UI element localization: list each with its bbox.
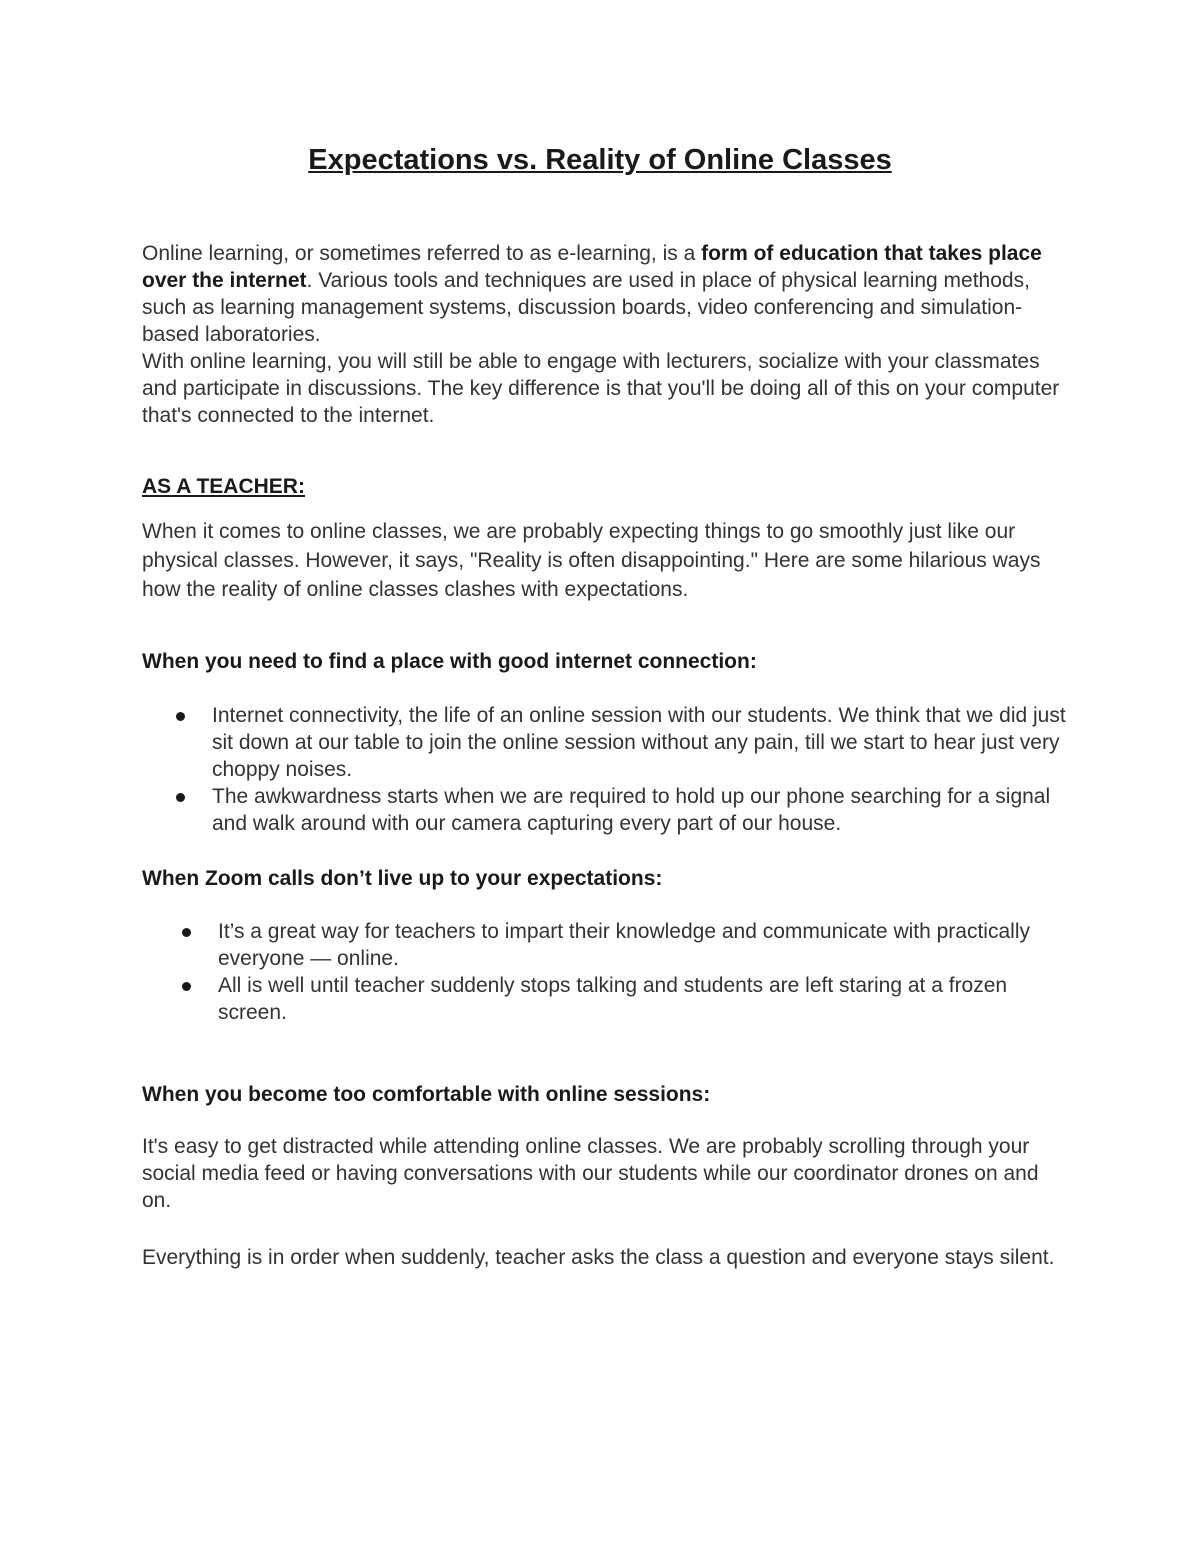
list-item [212,702,1072,783]
section1-heading: When you need to find a place with good internet connection: [142,650,757,673]
intro-bold-text: form of education that takes place over the internet [142,242,1042,292]
section3-paragraph-1: It's easy to get distracted while attending online classes. We are probably scrolling through your social media feed or having conversations with our students while our coordinator drones on and on. [142,1135,1039,1212]
section2-bullet-list [218,918,1058,1026]
section3-paragraph-2: Everything is in order when suddenly, teacher asks the class a question and everyone stays silent. [142,1246,1055,1269]
teacher-paragraph: When it comes to online classes, we are probably expecting things to go smoothly just like our physical classes. However, it says, "Reality is often disappointing." Here are some hilarious ways how the reality of online classes clashes with expectations. [142,520,1041,601]
list-item [212,783,1072,837]
section2-heading: When Zoom calls don’t live up to your expectations: [142,867,663,890]
list-item [218,972,1058,1026]
intro-text-b: . Various tools and techniques are used in place of physical learning methods, such as learning management systems, discussion boards, video conferencing and simulation-based laboratories. [142,269,1030,346]
bullet-icon [182,982,191,991]
teacher-heading: AS A TEACHER: [142,475,305,498]
bullet-icon [176,712,185,721]
bullet-icon [176,793,185,802]
intro-paragraph-2: With online learning, you will still be able to engage with lecturers, socialize with your classmates and participate in discussions. The key difference is that you'll be doing all of this on your computer that's connected to the internet. [142,350,1060,427]
list-item-text: Internet connectivity, the life of an online session with our students. We think that we did just sit down at our table to join the online session without any pain, till we start to hear just very choppy noises. [212,704,1066,781]
section3-heading: When you become too comfortable with online sessions: [142,1083,711,1106]
section1-bullet-list [212,702,1072,837]
bullet-icon [182,928,191,937]
list-item-text: The awkwardness starts when we are required to hold up our phone searching for a signal and walk around with our camera capturing every part of our house. [212,785,1051,835]
list-item-text: It’s a great way for teachers to impart their knowledge and communicate with practically everyone — online. [218,920,1030,970]
document-title: Expectations vs. Reality of Online Classes [308,144,892,176]
list-item-text: All is well until teacher suddenly stops talking and students are left staring at a frozen screen. [218,974,1008,1024]
list-item [218,918,1058,972]
intro-text-a: Online learning, or sometimes referred to as e-learning, is a [142,242,702,265]
intro-paragraph-1 [142,240,1072,348]
